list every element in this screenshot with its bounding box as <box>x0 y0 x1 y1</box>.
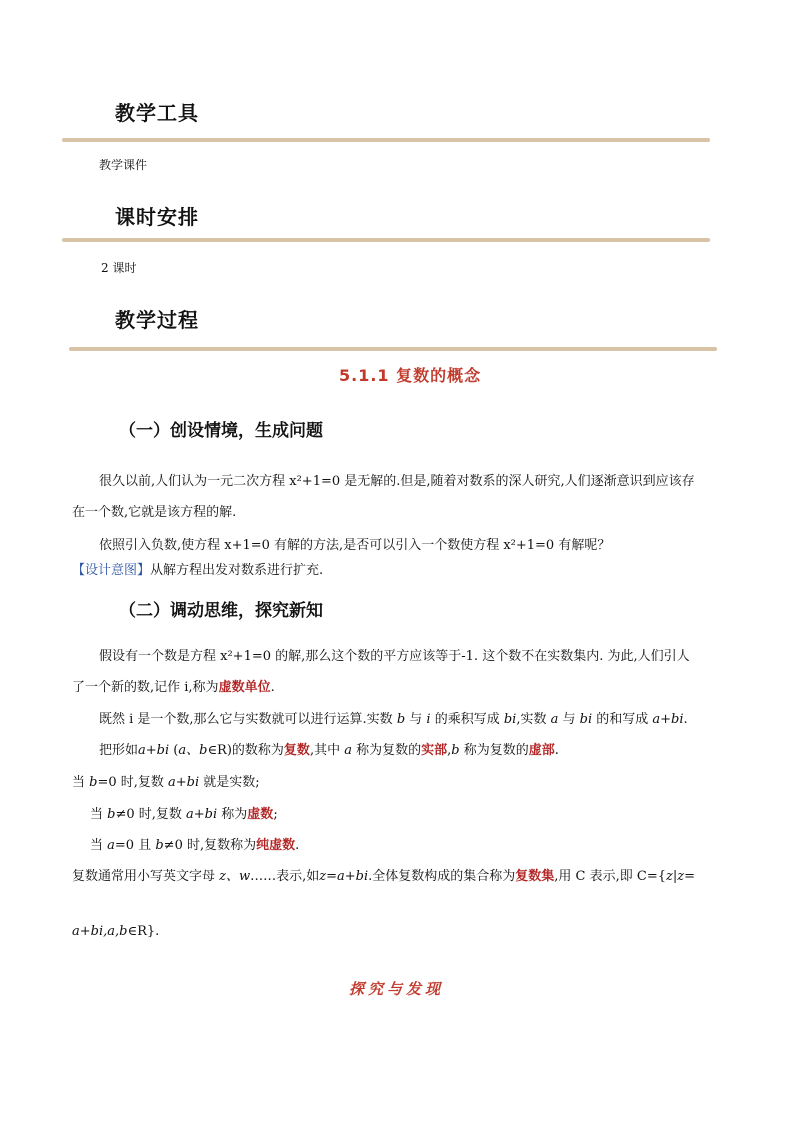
text-run: ,其中 <box>309 743 345 758</box>
section-divider <box>62 138 710 142</box>
math-var: a+bi,a,b <box>72 924 128 939</box>
text-run: . <box>270 680 275 695</box>
text-run: ∈R}. <box>127 924 160 939</box>
paragraph <box>72 773 260 792</box>
text-run: ,实数 <box>516 712 551 727</box>
paragraph <box>99 710 688 729</box>
term-imaginary-number: 虚数 <box>247 807 274 822</box>
text-run: 的乘积写成 <box>430 712 504 727</box>
text-run: 当 <box>90 838 108 853</box>
part1-heading: （一）创设情境，生成问题 <box>119 421 323 441</box>
math-var: a+bi <box>168 775 200 790</box>
math-var: a、b <box>178 743 208 758</box>
math-var: z <box>666 869 673 884</box>
text-run: 就是实数; <box>199 775 260 790</box>
math-var: a+bi <box>186 807 218 822</box>
term-complex-set: 复数集 <box>515 869 555 884</box>
math-var: i <box>426 712 431 727</box>
text-run: . <box>683 712 688 727</box>
section-heading-schedule: 课时安排 <box>115 205 199 229</box>
text-run: 了一个新的数,记作 i,称为 <box>72 680 219 695</box>
paragraph <box>72 922 159 941</box>
math-var: bi <box>579 712 593 727</box>
section-heading-process: 教学过程 <box>115 308 199 332</box>
text-run: .全体复数构成的集合称为 <box>368 869 516 884</box>
math-var: z=a+bi <box>319 869 369 884</box>
math-var: z <box>677 869 685 884</box>
paragraph <box>99 741 559 760</box>
text-run: 称为复数的 <box>351 743 422 758</box>
paragraph: 在一个数,它就是该方程的解. <box>72 505 237 520</box>
text-run: 复数通常用小写英文字母 <box>72 869 220 884</box>
text-run: 的和写成 <box>592 712 653 727</box>
text-run: ; <box>273 807 278 822</box>
text-run: . <box>554 743 559 758</box>
term-imaginary-unit: 虚数单位 <box>218 680 271 695</box>
text-run: . <box>295 838 300 853</box>
text-run: ( <box>169 743 179 758</box>
math-var: a <box>550 712 559 727</box>
section-content-schedule: 2 课时 <box>101 261 137 275</box>
explore-title: 探究与发现 <box>349 980 445 998</box>
text-run: ……表示,如 <box>250 869 320 884</box>
text-run: 与 <box>405 712 427 727</box>
part2-heading: （二）调动思维，探究新知 <box>119 601 323 621</box>
math-var: b <box>451 743 460 758</box>
term-pure-imaginary: 纯虚数 <box>256 838 296 853</box>
text-run: , <box>447 743 452 758</box>
text-run: 把形如 <box>99 743 139 758</box>
math-var: b <box>155 838 164 853</box>
paragraph: 假设有一个数是方程 x²+1=0 的解,那么这个数的平方应该等于-1. 这个数不在实数集内. 为此,人们引人 <box>99 649 690 664</box>
design-intent-label: 【设计意图】 <box>72 563 151 578</box>
text-run: 既然 i 是一个数,那么它与实数就可以进行运算.实数 <box>99 712 397 727</box>
math-var: a <box>107 838 115 853</box>
term-imaginary-part: 虚部 <box>528 743 555 758</box>
paragraph: 很久以前,人们认为一元二次方程 x²+1=0 是无解的.但是,随着对数系的深人研究,人们逐渐意识到应该存 <box>99 474 695 489</box>
paragraph <box>90 836 299 855</box>
text-run: = <box>684 869 696 884</box>
section-heading-tools: 教学工具 <box>115 101 199 125</box>
paragraph <box>90 805 278 824</box>
text-run: | <box>672 869 678 884</box>
text-run: 称为 <box>217 807 248 822</box>
math-var: z、w <box>219 869 251 884</box>
math-var: a+bi <box>138 743 170 758</box>
text-run: 与 <box>558 712 580 727</box>
math-var: b <box>107 807 116 822</box>
math-var: a <box>344 743 352 758</box>
paragraph <box>72 678 275 697</box>
text-run: ,用 C 表示,即 C={ <box>554 869 667 884</box>
text-run: ≠0 时,复数 <box>115 807 187 822</box>
text-run: =0 且 <box>114 838 156 853</box>
math-var: a+bi <box>652 712 684 727</box>
math-var: bi <box>503 712 517 727</box>
math-var: b <box>396 712 406 727</box>
text-run: =0 时,复数 <box>97 775 169 790</box>
paragraph <box>72 867 695 886</box>
lesson-title: 5.1.1 复数的概念 <box>339 366 482 385</box>
section-divider <box>69 347 717 351</box>
math-var: b <box>89 775 98 790</box>
text-run: ∈R)的数称为 <box>207 743 284 758</box>
paragraph: 依照引入负数,使方程 x+1=0 有解的方法,是否可以引入一个数使方程 x²+1=0 有解呢？ <box>99 538 611 553</box>
design-intent <box>72 561 323 580</box>
term-complex-number: 复数 <box>283 743 310 758</box>
text-run: 称为复数的 <box>459 743 529 758</box>
text-run: 当 <box>72 775 90 790</box>
design-intent-text: 从解方程出发对数系进行扩充. <box>150 563 324 578</box>
text-run: 当 <box>90 807 108 822</box>
section-divider <box>62 238 710 242</box>
term-real-part: 实部 <box>421 743 448 758</box>
section-content-tools: 教学课件 <box>99 158 148 172</box>
text-run: ≠0 时,复数称为 <box>163 838 257 853</box>
